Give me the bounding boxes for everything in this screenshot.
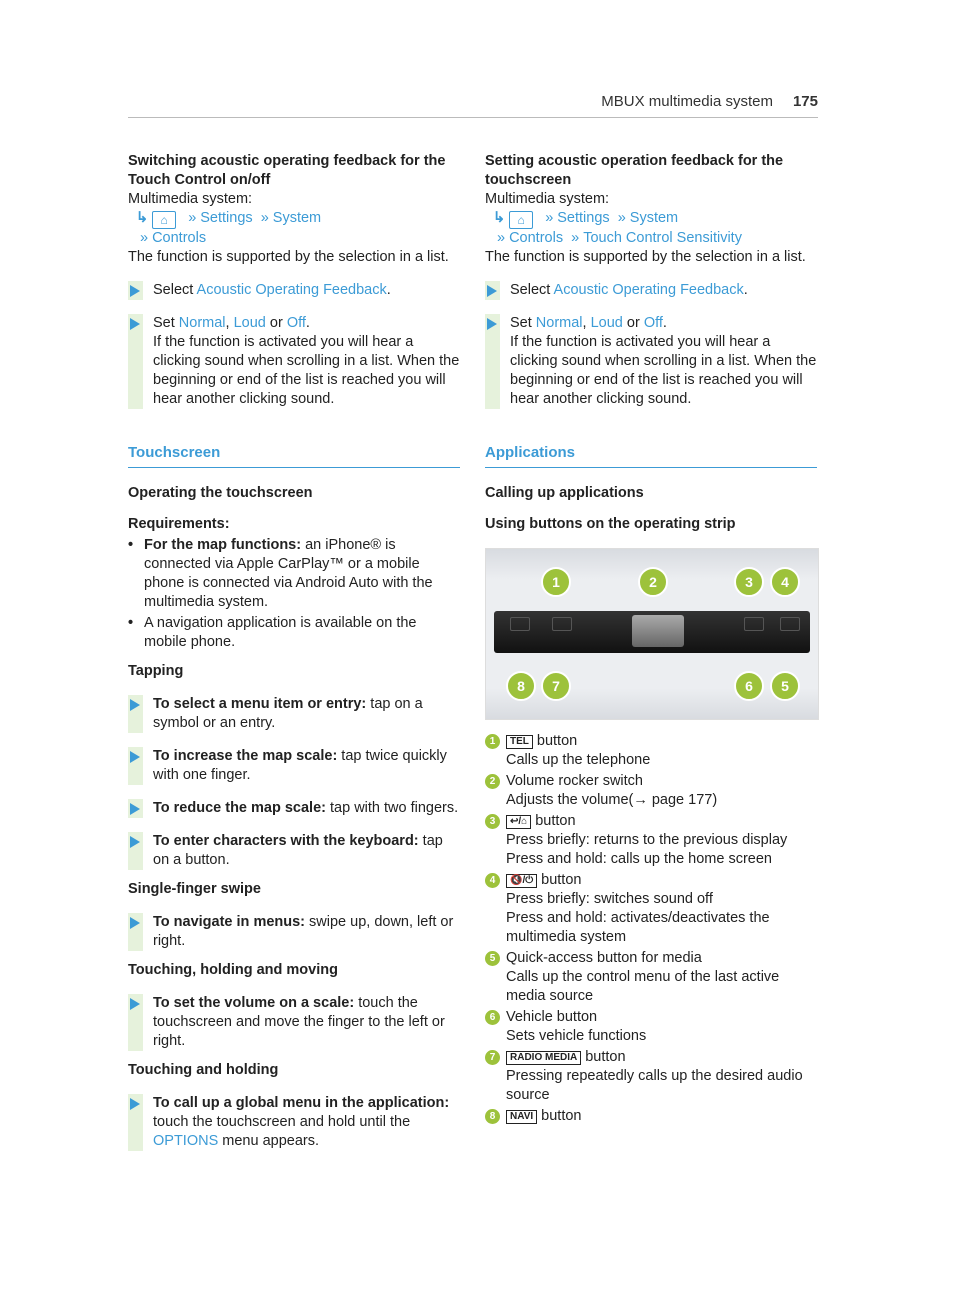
body-text: The function is supported by the selection in a list.	[128, 249, 449, 265]
chevron-icon: »	[497, 230, 506, 246]
legend-item	[485, 949, 817, 1006]
legend-number: 2	[485, 774, 500, 789]
legend-item	[485, 871, 817, 947]
instruction-step: To call up a global menu in the application: touch the touchscreen and hold until the OPTIONS menu appears.	[128, 1094, 460, 1151]
hook-arrow-icon: ↳	[493, 210, 506, 226]
page-header	[128, 92, 818, 111]
step-arrow-icon	[128, 994, 143, 1051]
step-arrow-icon	[128, 799, 143, 818]
subheading: Tapping	[128, 663, 184, 679]
option-link[interactable]: Loud	[233, 315, 266, 331]
instruction-step: To navigate in menus: swipe up, down, left or right.	[128, 913, 460, 951]
subheading: Operating the touchscreen	[128, 485, 313, 501]
legend-label: Volume rocker switch	[506, 773, 643, 789]
chevron-icon: »	[188, 210, 197, 226]
callout-2: 2	[638, 567, 668, 597]
key-symbol-icon: ↩/⌂	[506, 815, 531, 829]
left-column	[128, 152, 460, 1151]
legend-description: Press briefly: switches sound off	[506, 891, 713, 907]
home-icon: ⌂	[509, 211, 533, 229]
legend-description: Pressing repeatedly calls up the desired audio source	[506, 1068, 803, 1103]
menu-link[interactable]: Settings	[557, 210, 610, 226]
step-arrow-icon	[128, 695, 143, 733]
callout-6: 6	[734, 671, 764, 701]
subheading: Touching, holding and moving	[128, 962, 338, 978]
section-title: Touchscreen	[128, 443, 460, 468]
list-item: • For the map functions: an iPhone® is connected via Apple CarPlay™ or a mobile phone is connected via Android Auto with the multimedia system.	[128, 537, 433, 610]
menu-path-label: Multimedia system:	[128, 191, 253, 207]
instruction-step: Select Acoustic Operating Feedback.	[485, 281, 817, 300]
option-link[interactable]: Loud	[590, 315, 623, 331]
menu-link[interactable]: Controls	[152, 230, 207, 246]
step-arrow-icon	[128, 1094, 143, 1151]
list-item: • A navigation application is available on the mobile phone.	[128, 615, 417, 650]
section-heading: Switching acoustic operating feedback for the Touch Control on/off	[128, 153, 446, 188]
instruction-step: To enter characters with the keyboard: tap on a button.	[128, 832, 460, 870]
callout-5: 5	[770, 671, 800, 701]
menu-link[interactable]: Settings	[200, 210, 253, 226]
legend-description: Press briefly: returns to the previous display	[506, 832, 788, 848]
options-link[interactable]: OPTIONS	[153, 1133, 219, 1149]
option-link[interactable]: Off	[286, 315, 306, 331]
step-arrow-icon	[128, 913, 143, 951]
legend-label: Quick-access button for media	[506, 950, 702, 966]
legend-number: 5	[485, 951, 500, 966]
legend-label: button	[585, 1049, 626, 1065]
legend-description: Sets vehicle functions	[506, 1028, 647, 1044]
hook-arrow-icon: ↳	[136, 210, 149, 226]
requirements-label: Requirements:	[128, 516, 230, 532]
legend-number: 3	[485, 814, 500, 829]
menu-link[interactable]: Controls	[509, 230, 564, 246]
legend-label: button	[536, 733, 578, 749]
instruction-step: To select a menu item or entry: tap on a symbol or an entry.	[128, 695, 460, 733]
legend-number: 8	[485, 1109, 500, 1124]
key-symbol-icon: TEL	[506, 735, 533, 749]
instruction-step: To increase the map scale: tap twice quickly with one finger.	[128, 747, 460, 785]
header-divider	[128, 117, 818, 118]
step-arrow-icon	[485, 281, 500, 300]
menu-path	[128, 209, 460, 248]
legend-number: 6	[485, 1010, 500, 1025]
legend-number: 4	[485, 873, 500, 888]
instruction-step: To reduce the map scale: tap with two fingers.	[128, 799, 460, 818]
chevron-icon: »	[545, 210, 554, 226]
option-link[interactable]: Normal	[535, 315, 583, 331]
option-link[interactable]: Off	[643, 315, 663, 331]
menu-link[interactable]: System	[272, 210, 322, 226]
callout-1: 1	[541, 567, 571, 597]
header-title: MBUX multimedia system	[601, 93, 773, 110]
chevron-icon: »	[140, 230, 149, 246]
legend-description: Calls up the telephone	[506, 752, 651, 768]
subheading: Using buttons on the operating strip	[485, 516, 736, 532]
chevron-icon: »	[260, 210, 269, 226]
legend-item	[485, 732, 817, 770]
legend-label: button	[541, 1108, 582, 1124]
legend-description: Press and hold: activates/deactivates the multimedia system	[506, 910, 770, 945]
subheading: Single-finger swipe	[128, 881, 261, 897]
menu-path	[485, 209, 817, 248]
key-symbol-icon: 🔇/⏻	[506, 874, 537, 888]
operating-strip-photo	[485, 548, 819, 720]
right-column	[485, 152, 817, 1126]
legend-description: Calls up the control menu of the last active media source	[506, 969, 780, 1004]
operating-strip	[494, 611, 810, 653]
volume-rocker	[632, 615, 684, 647]
legend-number: 7	[485, 1050, 500, 1065]
legend-list	[485, 732, 817, 1126]
legend-number: 1	[485, 734, 500, 749]
step-arrow-icon	[128, 281, 143, 300]
callout-7: 7	[541, 671, 571, 701]
page-number: 175	[792, 93, 818, 110]
legend-item	[485, 1048, 817, 1105]
menu-link[interactable]: Touch Control Sensitivity	[583, 230, 742, 246]
legend-item	[485, 772, 817, 810]
menu-link[interactable]: System	[629, 210, 679, 226]
subheading: Calling up applications	[485, 485, 644, 501]
legend-item	[485, 1008, 817, 1046]
instruction-step: Set Normal, Loud or Off. If the function is activated you will hear a clicking sound when scrolling in a list. When the beginning or end of the list is reached you will hear another clicking sound.	[128, 314, 460, 409]
option-link[interactable]: Normal	[178, 315, 226, 331]
legend-label: button	[541, 872, 582, 888]
legend-label: Vehicle button	[506, 1009, 598, 1025]
step-arrow-icon	[128, 747, 143, 785]
option-link[interactable]: Acoustic Operating Feedback	[196, 282, 387, 298]
key-symbol-icon: NAVI	[506, 1110, 537, 1124]
callout-8: 8	[506, 671, 536, 701]
option-link[interactable]: Acoustic Operating Feedback	[553, 282, 744, 298]
key-symbol-icon: RADIO MEDIA	[506, 1051, 581, 1065]
step-arrow-icon	[128, 314, 143, 409]
chevron-icon: »	[571, 230, 580, 246]
legend-description: Press and hold: calls up the home screen	[506, 851, 772, 867]
legend-item	[485, 1107, 817, 1126]
instruction-step: To set the volume on a scale: touch the touchscreen and move the finger to the left or right.	[128, 994, 460, 1051]
legend-item	[485, 812, 817, 869]
step-body: If the function is activated you will hear a clicking sound when scrolling in a list. When the beginning or end of the list is reached you will hear another clicking sound.	[153, 334, 460, 407]
legend-label: button	[535, 813, 576, 829]
body-text: The function is supported by the selection in a list.	[485, 249, 806, 265]
chevron-icon: »	[617, 210, 626, 226]
section-heading: Setting acoustic operation feedback for the touchscreen	[485, 153, 784, 188]
instruction-step: Set Normal, Loud or Off. If the function is activated you will hear a clicking sound when scrolling in a list. When the beginning or end of the list is reached you will hear another clicking sound.	[485, 314, 817, 409]
step-body: If the function is activated you will hear a clicking sound when scrolling in a list. When the beginning or end of the list is reached you will hear another clicking sound.	[510, 334, 817, 407]
callout-4: 4	[770, 567, 800, 597]
menu-path-label: Multimedia system:	[485, 191, 610, 207]
callout-3: 3	[734, 567, 764, 597]
step-arrow-icon	[485, 314, 500, 409]
subheading: Touching and holding	[128, 1062, 279, 1078]
home-icon: ⌂	[152, 211, 176, 229]
instruction-step: Select Acoustic Operating Feedback.	[128, 281, 460, 300]
section-title: Applications	[485, 443, 817, 468]
step-arrow-icon	[128, 832, 143, 870]
legend-description: Adjusts the volume(→ page 177)	[506, 792, 718, 808]
